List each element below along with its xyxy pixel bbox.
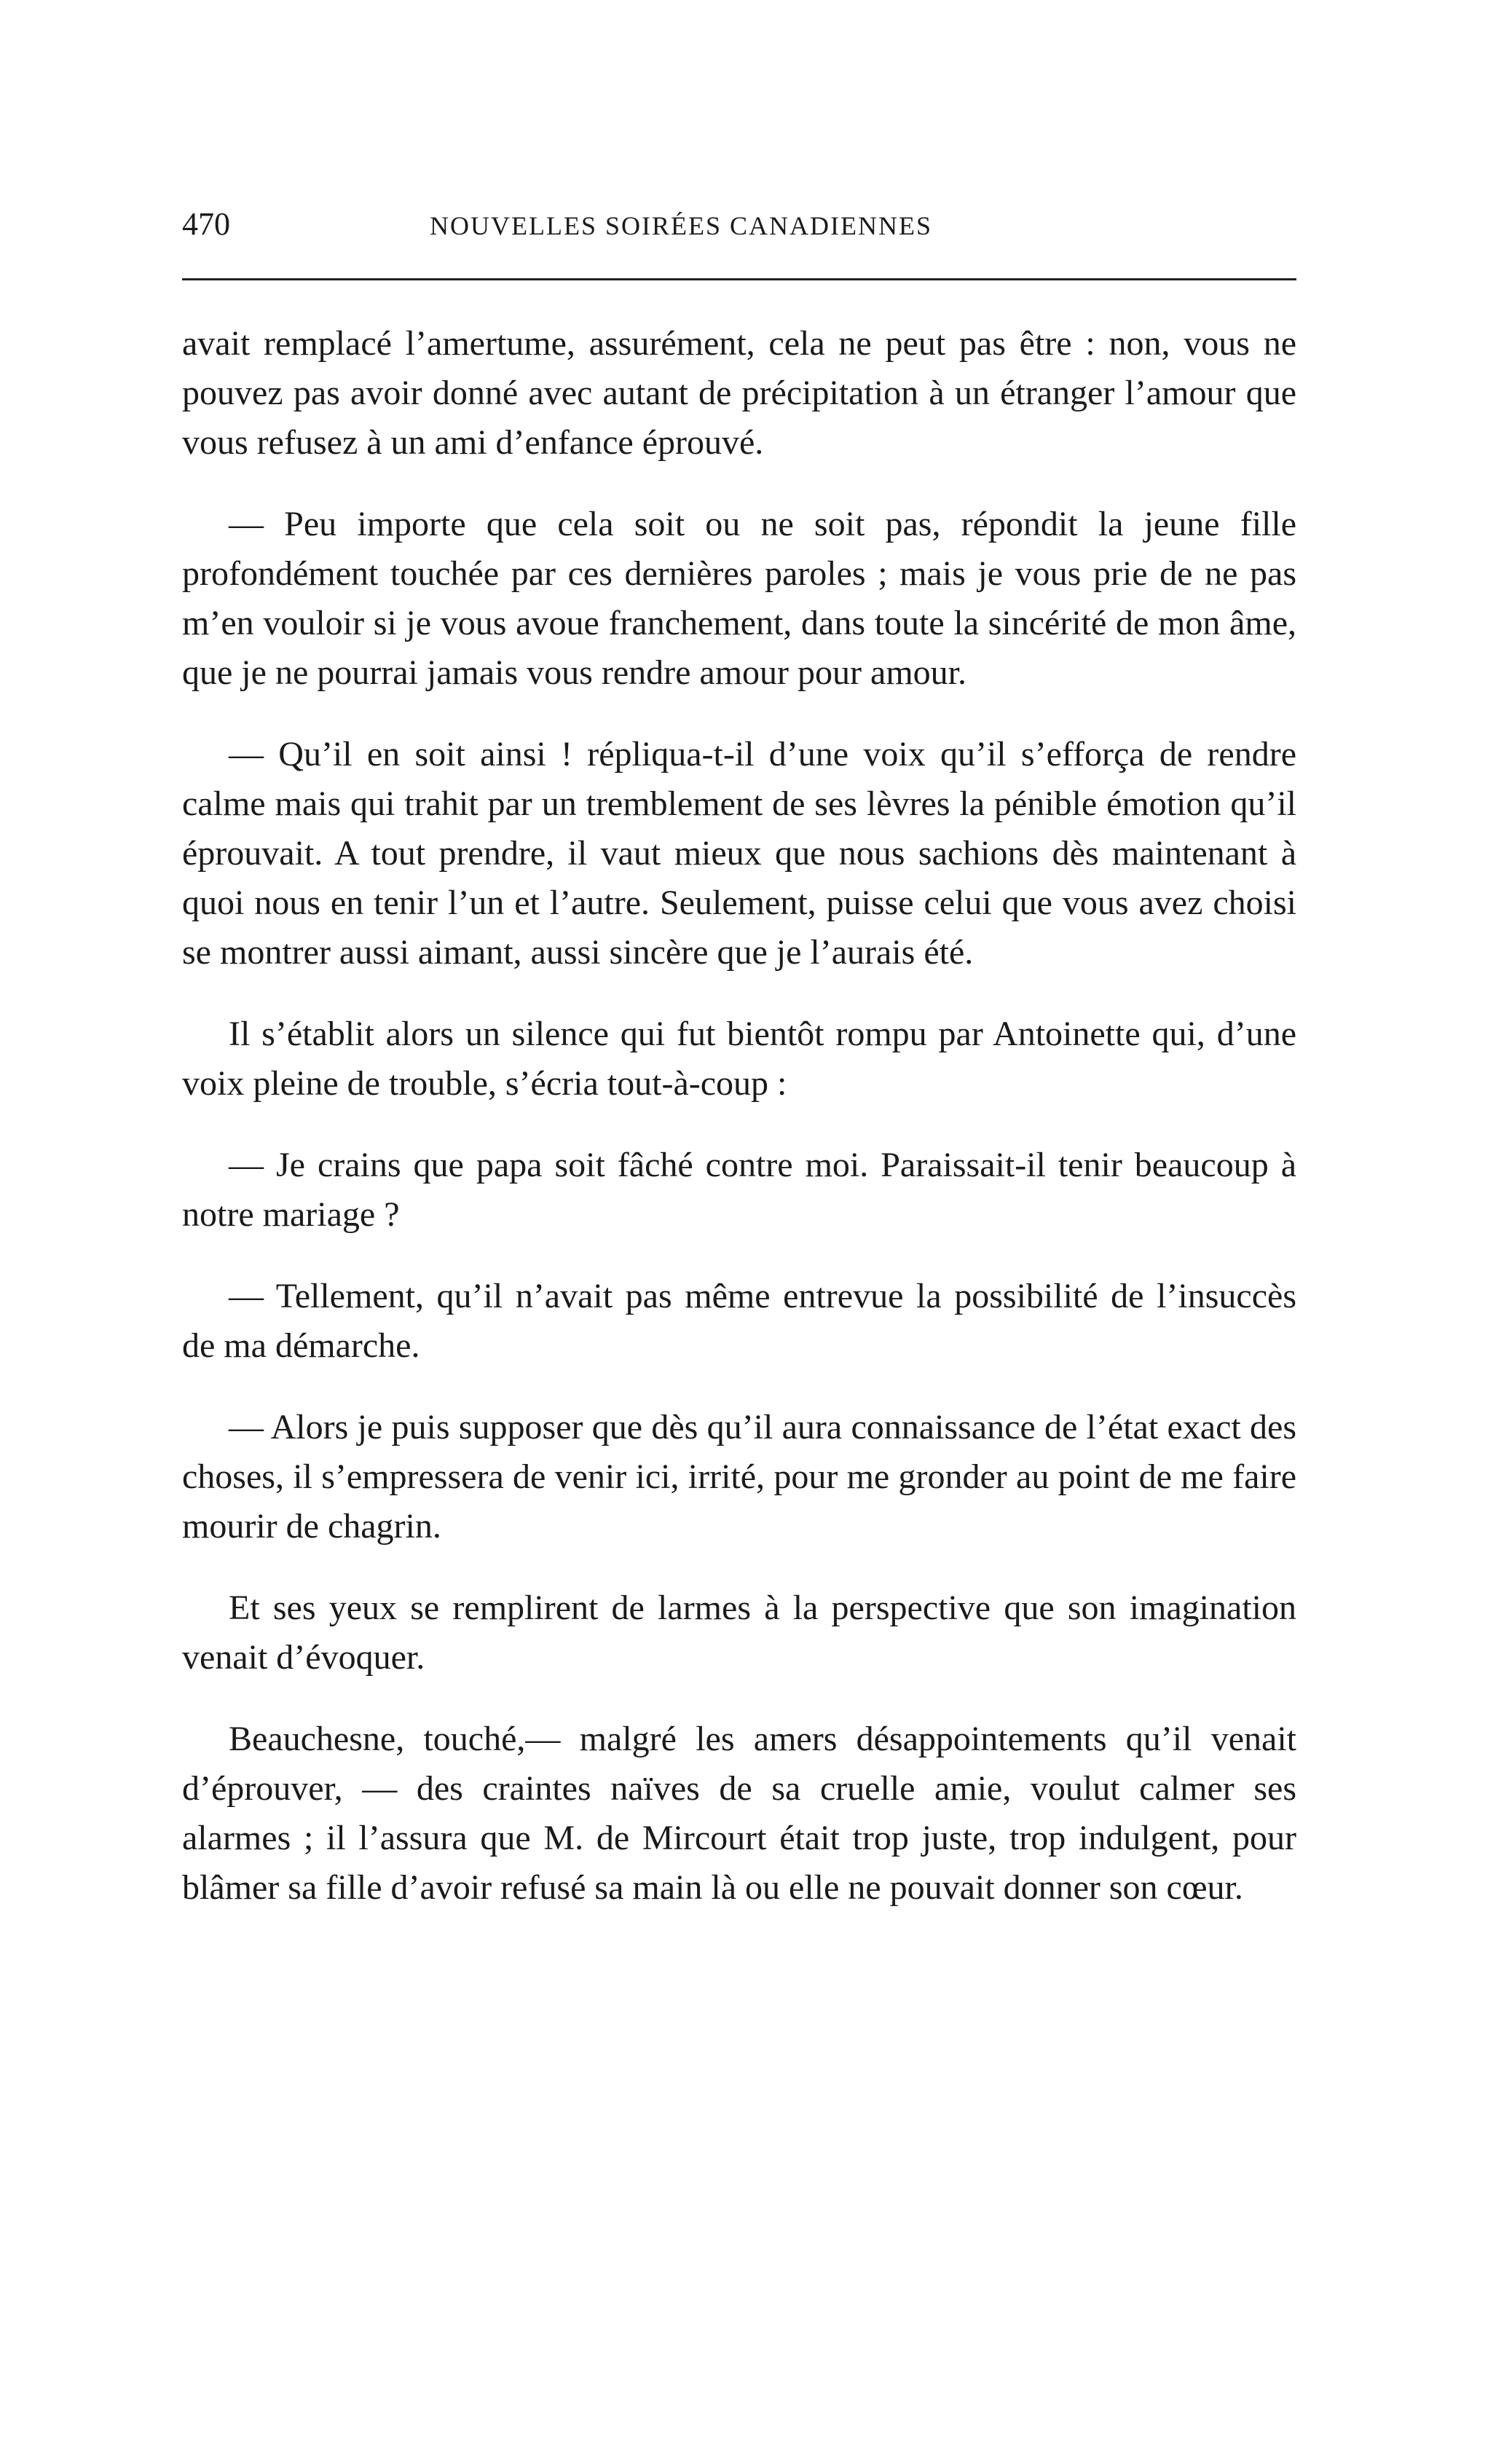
paragraph-7: — Alors je puis supposer que dès qu’il aura connaissance de l’état exact des choses, il s’empressera de venir ici, irrité, pour me gronder au point de me faire mourir de chagrin.: [182, 1408, 1296, 1546]
paragraph-9: Beauchesne, touché,— malgré les amers désappointements qu’il venait d’éprouver, — des craintes naïves de sa cruelle amie, voulut calmer ses alarmes ; il l’assura que M. de Mircourt était trop juste, trop indulgent, pour blâmer sa fille d’avoir refusé sa main là ou elle ne pouvait donner son cœur.: [182, 1720, 1296, 1907]
paragraph-1: avait remplacé l’amertume, assurément, cela ne peut pas être : non, vous ne pouvez pas avoir donné avec autant de précipitation à un étranger l’amour que vous refusez à un ami d’enfance éprouvé.: [182, 324, 1296, 462]
body-text: [182, 319, 1296, 1945]
running-title: NOUVELLES SOIRÉES CANADIENNES: [430, 211, 932, 240]
paragraph-5: — Je crains que papa soit fâché contre moi. Paraissait-il tenir beaucoup à notre mariage ?: [182, 1146, 1296, 1234]
running-head: [182, 202, 1296, 253]
paragraph-8: Et ses yeux se remplirent de larmes à la perspective que son imagination venait d’évoquer.: [182, 1589, 1296, 1677]
header-rule: [182, 278, 1296, 280]
paragraph-3: — Qu’il en soit ainsi ! répliqua-t-il d’une voix qu’il s’efforça de rendre calme mais qui trahit par un tremblement de ses lèvres la pénible émotion qu’il éprouvait. A tout prendre, il vaut mieux que nous sachions dès maintenant à quoi nous en tenir l’un et l’autre. Seulement, puisse celui que vous avez choisi se montrer aussi aimant, aussi sincère que je l’aurais été.: [182, 735, 1296, 972]
paragraph-6: — Tellement, qu’il n’avait pas même entrevue la possibilité de l’insuccès de ma démarche.: [182, 1277, 1296, 1365]
page-number: 470: [182, 206, 230, 242]
paragraph-4: Il s’établit alors un silence qui fut bientôt rompu par Antoinette qui, d’une voix pleine de trouble, s’écria tout-à-coup :: [182, 1015, 1296, 1103]
paragraph-2: — Peu importe que cela soit ou ne soit pas, répondit la jeune fille profondément touchée par ces dernières paroles ; mais je vous prie de ne pas m’en vouloir si je vous avoue franchement, dans toute la sincérité de mon âme, que je ne pourrai jamais vous rendre amour pour amour.: [182, 505, 1296, 692]
